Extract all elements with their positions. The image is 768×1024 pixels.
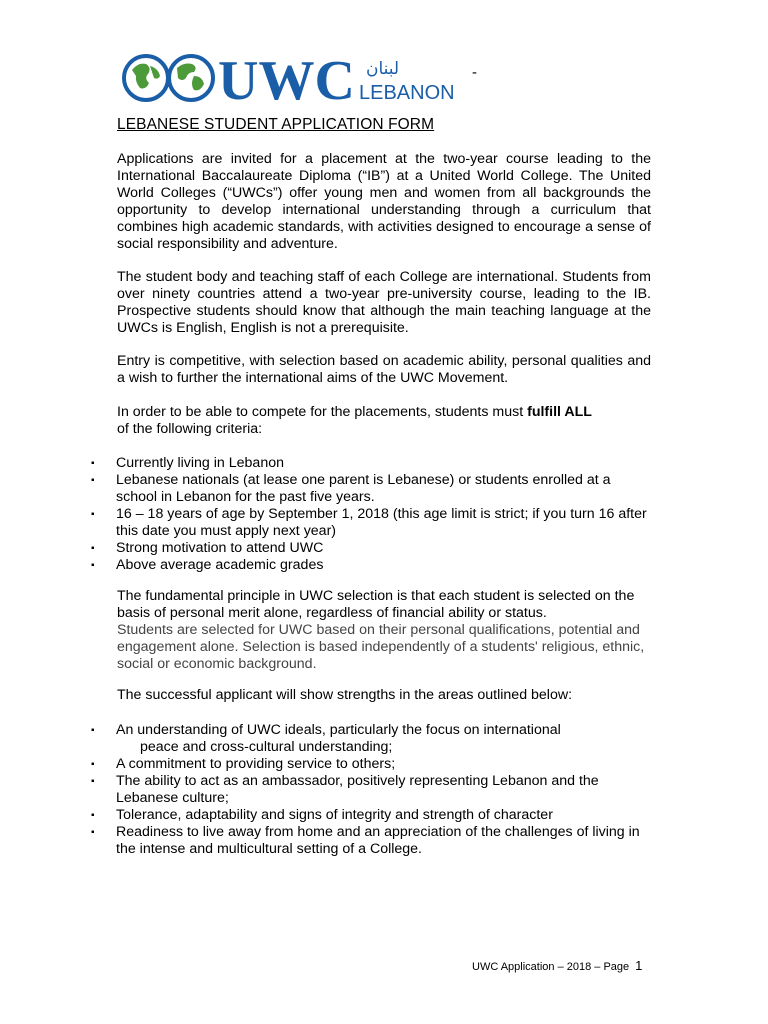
list-item: ▪ Strong motivation to attend UWC (91, 540, 324, 556)
list-item: ▪ 16 – 18 years of age by September 1, 2018 (this age limit is strict; if you turn 16 after this date you must apply next year) (91, 506, 647, 539)
intro-paragraph: Applications are invited for a placement at the two-year course leading to the International Baccalaureate Diploma (“IB”) at a United World College. The United World Colleges (“UWCs”) offer young men and women from all backgrounds the opportunity to develop international understanding through a curriculum that combines high academic standards, with activities designed to encourage a sense of social responsibility and adventure. (117, 151, 651, 252)
list-item: ▪ Readiness to live away from home and an appreciation of the challenges of living in the intense and multicultural setting of a College. (91, 824, 640, 857)
globe-icon-left (124, 56, 168, 100)
bullet-icon: ▪ (91, 560, 95, 571)
principle-paragraph (117, 588, 651, 673)
strengths-intro-paragraph: The successful applicant will show strengths in the areas outlined below: (117, 687, 573, 703)
bullet-icon: ▪ (91, 543, 95, 554)
logo-brand-text: UWC (218, 50, 355, 106)
footer-text: UWC Application – 2018 – Page (472, 961, 630, 973)
list-item: ▪ Currently living in Lebanon (91, 455, 284, 471)
page-title: LEBANESE STUDENT APPLICATION FORM (117, 116, 435, 133)
entry-paragraph: Entry is competitive, with selection based on academic ability, personal qualities and a wish to further the international aims of the UWC Movement. (117, 353, 651, 386)
logo-arabic-text: لبنان (366, 59, 400, 79)
strengths-list (0, 722, 651, 858)
principle-text: The fundamental principle in UWC selection is that each student is selected on the basis of personal merit alone, regardless of financial ability or status. (117, 588, 635, 621)
page-number: 1 (635, 958, 643, 973)
list-item: ▪ An understanding of UWC ideals, particularly the focus on international peace and cross-cultural understanding; (91, 722, 561, 755)
uwc-lebanon-logo (122, 50, 462, 106)
page-footer (472, 958, 642, 973)
criteria-list (0, 455, 651, 574)
header-dash: - (472, 64, 477, 81)
bullet-icon: ▪ (91, 810, 95, 821)
globe-icon-right (169, 56, 213, 100)
bullet-icon: ▪ (91, 475, 95, 486)
bullet-icon: ▪ (91, 509, 95, 520)
bullet-icon: ▪ (91, 827, 95, 838)
bullet-icon: ▪ (91, 759, 95, 770)
logo-country-text: LEBANON (359, 82, 455, 104)
criteria-intro-text: In order to be able to compete for the placements, students must (117, 404, 528, 420)
criteria-intro-bold: fulfill ALL (527, 404, 592, 420)
criteria-intro-paragraph (117, 404, 651, 438)
list-item: ▪ The ability to act as an ambassador, positively representing Lebanon and the Lebanese culture; (91, 773, 599, 806)
list-item: ▪ Above average academic grades (91, 557, 324, 573)
bullet-icon: ▪ (91, 776, 95, 787)
list-item: ▪ A commitment to providing service to others; (91, 756, 396, 772)
criteria-intro-tail: of the following criteria: (117, 421, 263, 437)
list-item: ▪ Tolerance, adaptability and signs of integrity and strength of character (91, 807, 553, 823)
bullet-icon: ▪ (91, 458, 95, 469)
student-body-paragraph: The student body and teaching staff of each College are international. Students from over ninety countries attend a two-year pre-university course, leading to the IB. Prospective students should know that although the main teaching language at the UWCs is English, English is not a prerequisite. (117, 269, 651, 336)
bullet-icon: ▪ (91, 725, 95, 736)
principle-grey-text: Students are selected for UWC based on their personal qualifications, potential and engagement alone. Selection is based independently of a students' religious, ethnic, social or economic background. (117, 622, 645, 672)
list-item: ▪ Lebanese nationals (at lease one parent is Lebanese) or students enrolled at a school in Lebanon for the past five years. (91, 472, 611, 505)
